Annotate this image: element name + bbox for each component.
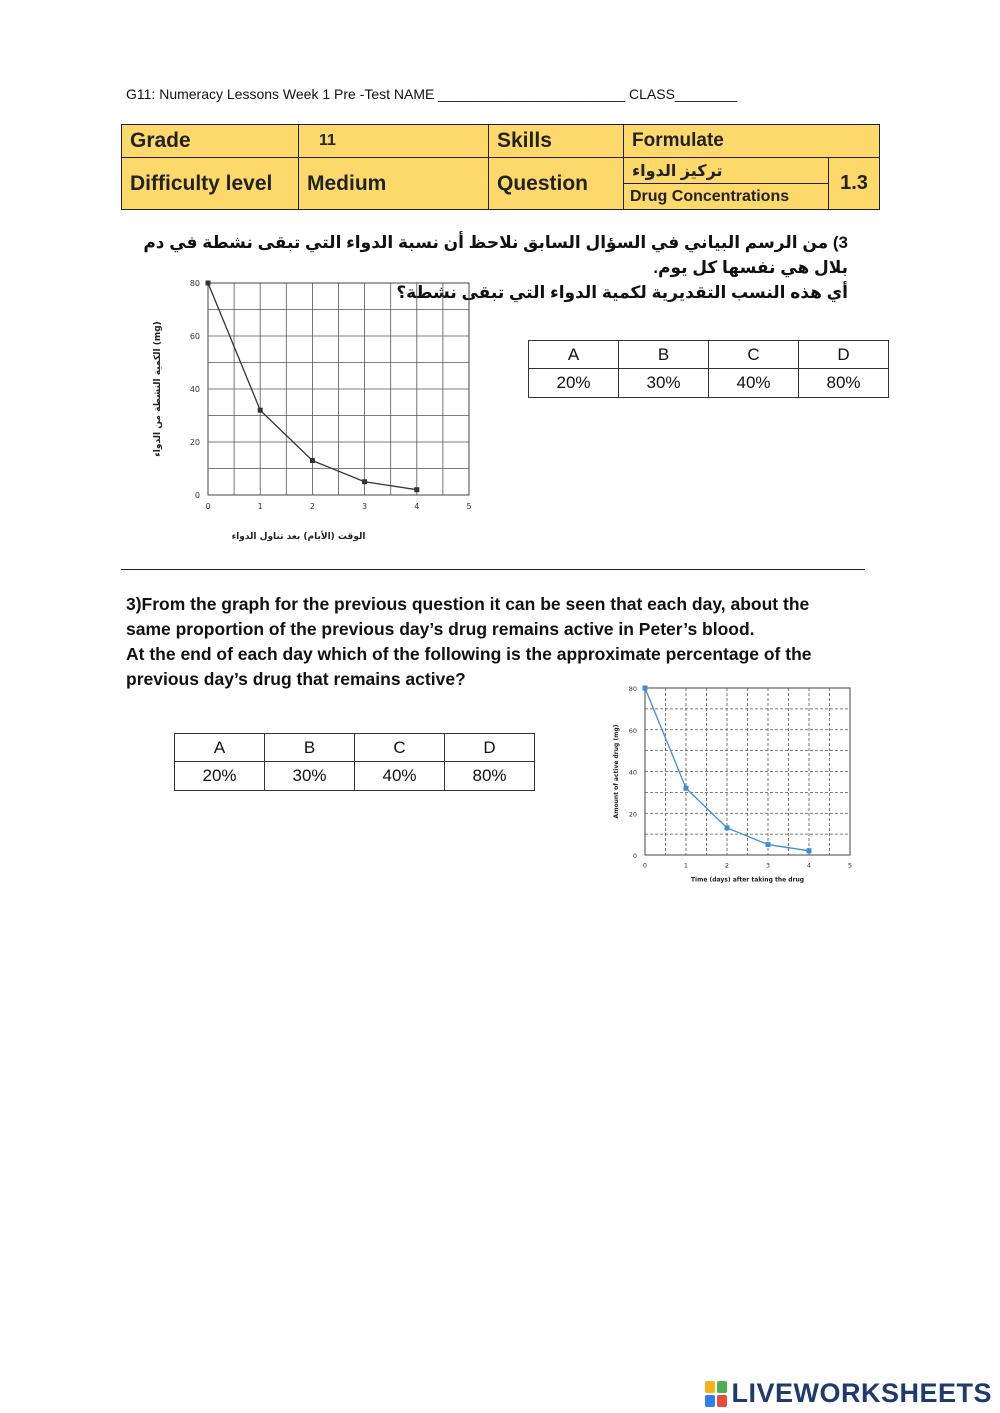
grade-value: 11 — [299, 125, 489, 158]
choice-c-value[interactable]: 40% — [709, 369, 799, 398]
choice-d-value[interactable]: 80% — [799, 369, 889, 398]
x-tick-label: 3 — [362, 502, 368, 511]
y-tick-label: 0 — [194, 491, 200, 500]
question-label: Question — [489, 158, 624, 210]
y-tick-label: 20 — [189, 438, 200, 447]
choice-b-value[interactable]: 30% — [619, 369, 709, 398]
y-tick-label: 0 — [632, 852, 637, 860]
english-question-line2: same proportion of the previous day’s drug remains active in Peter’s blood. — [126, 619, 755, 639]
english-decay-chart — [605, 680, 865, 895]
y-tick-label: 40 — [189, 385, 200, 394]
worksheet-header: G11: Numeracy Lessons Week 1 Pre -Test NAME ________________________ CLASS________ — [126, 86, 738, 102]
data-point — [414, 487, 419, 492]
topic-arabic: تركيز الدواء — [624, 158, 829, 184]
liveworksheets-logo-icon — [705, 1381, 727, 1407]
x-tick-label: 5 — [847, 861, 853, 870]
y-axis-label: Amount of active drug (mg) — [613, 724, 620, 819]
choice-c-header: C — [355, 734, 445, 762]
skills-label: Skills — [489, 125, 624, 158]
question-number: 1.3 — [829, 158, 880, 210]
arabic-decay-chart — [140, 272, 490, 547]
x-axis-label: Time (days) after taking the drug — [690, 876, 805, 884]
y-tick-label: 60 — [628, 726, 637, 735]
x-tick-label: 0 — [642, 861, 648, 870]
section-divider — [121, 569, 865, 570]
data-point — [684, 786, 689, 791]
arabic-question-line1: 3) من الرسم البياني في السؤال السابق نلاحظ أن نسبة الدواء التي تبقى نشطة في دم بلال هي نفسها كل يوم. — [143, 233, 848, 277]
data-point — [206, 281, 211, 286]
x-tick-label: 1 — [683, 861, 689, 870]
difficulty-label: Difficulty level — [122, 158, 299, 210]
data-point — [807, 848, 812, 853]
english-question-line3: At the end of each day which of the following is the approximate percentage of the — [126, 644, 812, 664]
topic-english: Drug Concentrations — [624, 184, 829, 210]
english-question — [126, 592, 846, 692]
difficulty-value: Medium — [299, 158, 489, 210]
data-point — [258, 408, 263, 413]
choice-d-value[interactable]: 80% — [445, 762, 535, 791]
data-point — [310, 458, 315, 463]
info-table — [121, 124, 880, 210]
choice-a-header: A — [529, 341, 619, 369]
brand-text: LIVEWORKSHEETS — [731, 1378, 992, 1408]
x-tick-label: 4 — [806, 861, 812, 870]
grade-label: Grade — [122, 125, 299, 158]
skills-value: Formulate — [624, 125, 880, 158]
data-point — [725, 825, 730, 830]
choice-b-header: B — [619, 341, 709, 369]
y-tick-label: 80 — [189, 279, 200, 288]
choice-a-header: A — [175, 734, 265, 762]
y-tick-label: 40 — [628, 768, 637, 777]
data-point — [643, 686, 648, 691]
choices-table-top — [528, 340, 889, 398]
x-tick-label: 0 — [205, 502, 211, 511]
english-question-line1: 3)From the graph for the previous question it can be seen that each day, about the — [126, 594, 810, 614]
choice-b-header: B — [265, 734, 355, 762]
english-question-line4: previous day’s drug that remains active? — [126, 669, 466, 689]
x-tick-label: 3 — [765, 861, 771, 870]
x-tick-label: 2 — [309, 502, 315, 511]
y-axis-label: الكمية النشطة من الدواء (mg) — [153, 321, 163, 457]
choice-c-header: C — [709, 341, 799, 369]
x-tick-label: 1 — [257, 502, 263, 511]
arabic-question-line2: أي هذه النسب التقديرية لكمية الدواء التي تبقى نشطة؟ — [396, 283, 848, 302]
choice-d-header: D — [799, 341, 889, 369]
choice-b-value[interactable]: 30% — [265, 762, 355, 791]
y-tick-label: 80 — [628, 685, 637, 693]
x-tick-label: 5 — [466, 502, 472, 511]
y-tick-label: 20 — [628, 810, 637, 819]
choices-table-bottom — [174, 733, 535, 791]
x-tick-label: 4 — [414, 502, 420, 511]
choice-a-value[interactable]: 20% — [175, 762, 265, 791]
data-point — [766, 842, 771, 847]
choice-d-header: D — [445, 734, 535, 762]
choice-a-value[interactable]: 20% — [529, 369, 619, 398]
choice-c-value[interactable]: 40% — [355, 762, 445, 791]
x-axis-label: الوقت (الأيام) بعد تناول الدواء — [231, 532, 366, 542]
liveworksheets-brand — [705, 1378, 992, 1409]
x-tick-label: 2 — [724, 861, 730, 870]
y-tick-label: 60 — [189, 332, 200, 341]
data-point — [362, 479, 367, 484]
